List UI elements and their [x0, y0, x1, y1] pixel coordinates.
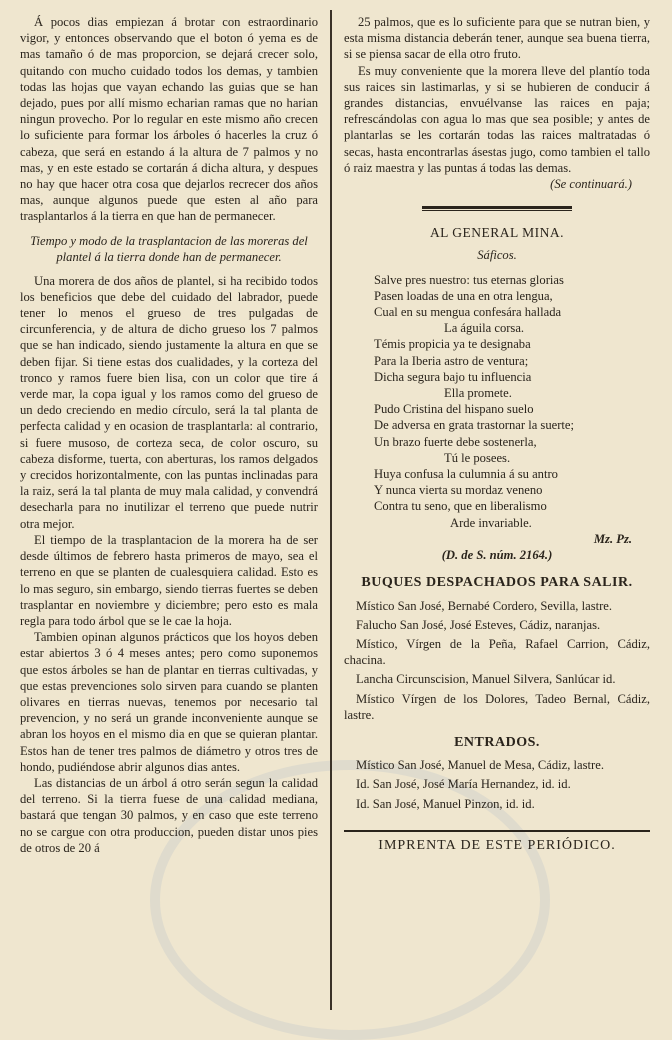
- paragraph: Una morera de dos años de plantel, si ha recibido todos los beneficios que debe del cuidado del labrador, puede tener lo menos el grueso de tres pulgadas de circunferencia, y de altura de dicho grueso los 7 palmos que se han indicado, siendo justamente la altura en que se deben fijar. Si tiene estas dos cualidades, y la corteza del tronco y ramos fuere bien lisa, con un color que tire á verde mar, la copa igual y los ramos como del grueso de un dedo creciendo en medio círculo, será la tal planta de perfecta calidad y en ocasion de trasplantarla: al contrario, si fuere musoso, de corteza seca, de color oscuro, su cabeza disforme, tuerta, con aberturas, los ramos delgados y crecidos horizontalmente, con las puntas inclinadas para la raiz, será la tal planta de muy mala calidad, y convendrá desecharla para no inutilizar el terreno que puede nutrir otra mejor.: [20, 273, 318, 531]
- printer-imprint: IMPRENTA DE ESTE PERIÓDICO.: [378, 837, 616, 853]
- column-divider: [330, 10, 332, 1010]
- list-item: Místico San José, Bernabé Cordero, Sevilla, lastre.: [356, 598, 613, 613]
- list-item: Lancha Circunscision, Manuel Silvera, Sanlúcar id.: [356, 672, 616, 687]
- poem-line: Témis propicia ya te designaba: [374, 337, 531, 352]
- paragraph: 25 palmos, que es lo suficiente para que se nutran bien, y esta misma distancia deberán tener, aunque sea buena tierra, si se piensa sacar de ella otro fruto.: [344, 15, 650, 62]
- paragraph: Es muy conveniente que la morera lleve del plantío toda sus raices sin lastimarlas, y si se hubieren de conducir á grandes distancias, envuélvanse las raices en paja; refrescándolas con agua lo mas que sea posible; y antes de plantarlas se les cortarán todas las raices maltratadas ó secas, hasta encontrarlas ásestas jugo, como tambien el tallo ó raiz maestra y las puntas á todas las demas.: [344, 63, 650, 175]
- poem-signature: Mz. Pz.: [593, 531, 632, 546]
- list-item: Id. San José, José María Hernandez, id. id.: [356, 777, 571, 792]
- ships-entered-heading: ENTRADOS.: [454, 734, 540, 750]
- paragraph: El tiempo de la trasplantacion de la morera ha de ser desde últimos de febrero hasta primeros de mayo, sea el terreno en que se planten de cualesquiera calidad. Esto es lo mas seguro, sin embargo, siendo tierras fuertes se deben trasplantar en noviembre y diciembre; pero esto es mala regla para todo árbol que se le cae la hoja.: [20, 532, 318, 628]
- poem-line: Un brazo fuerte debe sostenerla,: [374, 434, 537, 449]
- poem-line: Y nunca vierta su mordaz veneno: [374, 483, 543, 498]
- poem: [344, 272, 650, 531]
- continued-note: (Se continuará.): [550, 177, 632, 192]
- poem-line: Pasen loadas de una en otra lengua,: [374, 288, 553, 303]
- poem-line: Salve pres nuestro: tus eternas glorias: [374, 272, 564, 287]
- list-item: Falucho San José, José Esteves, Cádiz, naranjas.: [356, 617, 601, 632]
- paragraph: Á pocos dias empiezan á brotar con estraordinario vigor, y entonces observando que el boton ó yema es de mas tamaño ó de mas proporcion, se dejará crecer solo, quitando con mucho cuidado todos los demas, y tambien todas las hojas que vayan echando las guias que se han dejado, pues por allí mismo echarian ramas que no harian ningun provecho. Por lo regular en este mismo año crecen lo suficiente para formar los árboles ó hacerles la cruz ó cabeza, que será en estando á la altura de 7 palmos y no mas, y en este estado se cortarán á dicha altura, y despues no hay que hacer otra cosa que dejarlos recrecer dos años mas, aunque algunos puede que esten al año para trasplantarlos á la tierra en que han de permanecer.: [20, 15, 318, 224]
- list-item: Místico Vírgen de los Dolores, Tadeo Bernal, Cádiz, lastre.: [344, 691, 650, 722]
- footer-rule: [344, 830, 650, 832]
- poem-line: Ella promete.: [444, 386, 512, 401]
- poem-line: Contra tu seno, que en liberalismo: [374, 499, 547, 514]
- list-item: Místico San José, Manuel de Mesa, Cádiz, lastre.: [356, 758, 604, 773]
- right-column: [344, 14, 650, 854]
- poem-line: Cual en su mengua confesára hallada: [374, 305, 562, 320]
- poem-line: Arde invariable.: [450, 515, 532, 530]
- poem-line: Tú le posees.: [444, 450, 511, 465]
- poem-title: AL GENERAL MINA.: [429, 225, 565, 241]
- paragraph: Tambien opinan algunos prácticos que los hoyos deben estar abiertos 3 ó 4 meses antes; pero como suponemos que estos árboles se han de plantar en tierras cultivadas, y que estas prevenciones solo sirven para cuando se planten olivares en tierras nuevas, tenemos por necesario tal prevencion, y no será un grande inconveniente aunque se abran los hoyos en el mismo dia en que se quieran plantar. Estos han de tener tres palmos de diámetro y otros tres de hondo, pudiéndose abrir algunos dias antes.: [20, 630, 318, 774]
- poem-line: La águila corsa.: [444, 321, 525, 336]
- poem-line: Pudo Cristina del hispano suelo: [374, 402, 534, 417]
- poem-line: De adversa en grata trastornar la suerte;: [374, 418, 574, 433]
- poem-line: Para la Iberia astro de ventura;: [374, 353, 529, 368]
- poem-line: Dicha segura bajo tu influencia: [374, 369, 532, 384]
- poem-reference: (D. de S. núm. 2164.): [441, 548, 553, 563]
- poem-line: Huya confusa la culumnia á su antro: [374, 467, 558, 482]
- section-title: Tiempo y modo de la trasplantacion de las moreras del plantel á la tierra donde han de permanecer.: [30, 233, 308, 264]
- left-column: [20, 14, 318, 856]
- ornamental-rule: [422, 206, 572, 211]
- list-item: Místico, Vírgen de la Peña, Rafael Carrion, Cádiz, chacina.: [344, 636, 650, 668]
- ships-departed-heading: BUQUES DESPACHADOS PARA SALIR.: [361, 575, 633, 591]
- paragraph: Las distancias de un árbol á otro serán segun la calidad del terreno. Si la tierra fuese de una calidad mediana, bastará que tengan 30 palmos, y en caso que este terreno no se cargue con otra produccion, pueden distar unos pies de otros de 20 á: [20, 775, 318, 855]
- poem-subtitle: Sáficos.: [477, 248, 517, 263]
- list-item: Id. San José, Manuel Pinzon, id. id.: [356, 796, 535, 811]
